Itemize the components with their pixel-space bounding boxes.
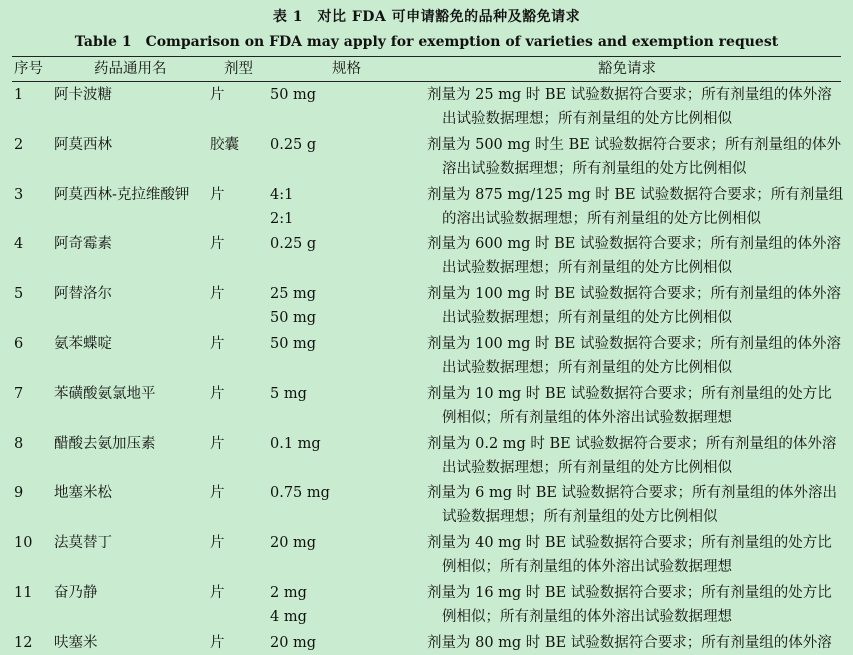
dosage-form: 片	[210, 585, 225, 601]
dosage-form: 片	[210, 87, 225, 103]
header-exemption-request: 豁免请求	[598, 61, 656, 77]
specification	[270, 581, 307, 629]
specification	[270, 531, 316, 555]
exemption-request-line: 剂量为 500 mg 时生 BE 试验数据符合要求；所有剂量组的体外	[427, 136, 841, 153]
exemption-request-line: 出试验数据理想；所有剂量组的处方比例相似	[442, 360, 732, 376]
specification	[270, 481, 330, 505]
dosage-form: 片	[210, 634, 225, 651]
specification-value: 0.75 mg	[270, 485, 330, 502]
row-number: 8	[14, 435, 24, 452]
exemption-request-line: 例相似；所有剂量组的体外溶出试验数据理想	[442, 409, 732, 426]
specification	[270, 432, 321, 456]
specification-value: 50 mg	[270, 310, 317, 327]
specification	[270, 133, 316, 157]
drug-name: 地塞米松	[54, 485, 112, 502]
exemption-request-line: 出试验数据理想；所有剂量组的处方比例相似	[442, 459, 732, 476]
dosage-form: 片	[210, 236, 225, 253]
exemption-request-line: 溶出试验数据理想；所有剂量组的处方比例相似	[442, 160, 747, 177]
specification	[270, 282, 316, 330]
table-header-rule	[12, 81, 841, 82]
specification-value: 2:1	[270, 210, 294, 227]
specification-value: 0.1 mg	[270, 435, 321, 452]
exemption-request-line: 剂量为 40 mg 时 BE 试验数据符合要求；所有剂量组的处方比	[427, 535, 832, 552]
drug-name: 醋酸去氨加压素	[54, 435, 156, 452]
row-number: 9	[14, 485, 24, 502]
dosage-form: 片	[210, 186, 225, 203]
row-number: 3	[14, 186, 24, 203]
exemption-request-line: 的溶出试验数据理想；所有剂量组的处方比例相似	[442, 210, 761, 227]
drug-name: 苯磺酸氨氯地平	[54, 385, 156, 402]
specification	[270, 382, 307, 406]
dosage-form: 片	[210, 435, 225, 452]
exemption-request	[427, 332, 839, 380]
drug-name: 氨苯蝶啶	[54, 336, 112, 352]
exemption-request-line: 试验数据理想；所有剂量组的处方比例相似	[442, 509, 718, 526]
exemption-request	[427, 382, 839, 430]
header-drug-name: 药品通用名	[94, 61, 167, 77]
exemption-request-line: 出试验数据理想；所有剂量组的处方比例相似	[442, 111, 732, 127]
specification-value: 50 mg	[270, 87, 317, 103]
exemption-request	[427, 232, 839, 280]
drug-name: 奋乃静	[54, 585, 98, 601]
exemption-request	[427, 531, 839, 579]
exemption-request	[427, 581, 839, 629]
header-specification: 规格	[332, 61, 361, 77]
exemption-request-line: 剂量为 0.2 mg 时 BE 试验数据符合要求；所有剂量组的体外溶	[427, 435, 837, 452]
specification-value: 20 mg	[270, 634, 317, 651]
exemption-request-line: 剂量为 80 mg 时 BE 试验数据符合要求；所有剂量组的体外溶	[427, 634, 832, 651]
specification	[270, 183, 293, 231]
table-title-chinese: 表 1 对比 FDA 可申请豁免的品种及豁免请求	[272, 9, 581, 25]
drug-name: 阿莫西林	[54, 136, 112, 153]
exemption-request-line: 出试验数据理想；所有剂量组的处方比例相似	[442, 260, 732, 277]
specification-value: 5 mg	[270, 385, 307, 402]
row-number: 10	[14, 535, 33, 552]
exemption-request-line: 剂量为 16 mg 时 BE 试验数据符合要求；所有剂量组的处方比	[427, 585, 832, 601]
row-number: 4	[14, 236, 24, 253]
drug-name: 法莫替丁	[54, 535, 112, 552]
exemption-request	[427, 631, 839, 655]
dosage-form: 胶囊	[210, 136, 239, 153]
dosage-form: 片	[210, 286, 225, 303]
exemption-request-line: 例相似；所有剂量组的体外溶出试验数据理想	[442, 609, 732, 625]
exemption-request-line: 剂量为 25 mg 时 BE 试验数据符合要求；所有剂量组的体外溶	[427, 87, 832, 103]
table-top-rule	[12, 56, 841, 57]
row-number: 1	[14, 87, 24, 103]
specification-value: 4 mg	[270, 609, 307, 625]
drug-name: 阿莫西林-克拉维酸钾	[54, 186, 190, 203]
exemption-request	[427, 83, 839, 131]
exemption-request	[427, 481, 839, 529]
table-title-english: Table 1 Comparison on FDA may apply for exemption of varieties and exemption request	[74, 34, 779, 50]
specification-value: 25 mg	[270, 286, 317, 303]
specification	[270, 83, 316, 107]
specification-value: 0.25 g	[270, 236, 317, 253]
drug-name: 呋塞米	[54, 634, 98, 651]
specification	[270, 631, 316, 655]
exemption-request-line: 剂量为 10 mg 时 BE 试验数据符合要求；所有剂量组的处方比	[427, 385, 832, 402]
row-number: 5	[14, 286, 24, 303]
dosage-form: 片	[210, 385, 225, 402]
exemption-request-line: 出试验数据理想；所有剂量组的处方比例相似	[442, 310, 732, 327]
exemption-request	[427, 432, 839, 480]
dosage-form: 片	[210, 336, 225, 352]
specification-value: 4:1	[270, 186, 294, 203]
row-number: 12	[14, 634, 33, 651]
row-number: 11	[14, 585, 33, 601]
dosage-form: 片	[210, 485, 225, 502]
exemption-request	[427, 133, 839, 181]
specification	[270, 332, 316, 356]
specification	[270, 232, 316, 256]
drug-name: 阿替洛尔	[54, 286, 112, 303]
row-number: 6	[14, 336, 24, 352]
drug-name: 阿奇霉素	[54, 236, 112, 253]
specification-value: 20 mg	[270, 535, 317, 552]
exemption-request-line: 剂量为 100 mg 时 BE 试验数据符合要求；所有剂量组的体外溶	[427, 336, 841, 352]
dosage-form: 片	[210, 535, 225, 552]
exemption-request-line: 剂量为 6 mg 时 BE 试验数据符合要求；所有剂量组的体外溶出	[427, 485, 838, 502]
exemption-request-line: 剂量为 875 mg/125 mg 时 BE 试验数据符合要求；所有剂量组	[427, 186, 844, 203]
specification-value: 2 mg	[270, 585, 307, 601]
exemption-request	[427, 183, 844, 231]
exemption-request-line: 剂量为 600 mg 时 BE 试验数据符合要求；所有剂量组的体外溶	[427, 236, 841, 253]
drug-name: 阿卡波糖	[54, 87, 112, 103]
exemption-request-line: 例相似；所有剂量组的体外溶出试验数据理想	[442, 559, 732, 576]
row-number: 2	[14, 136, 24, 153]
exemption-request-line: 剂量为 100 mg 时 BE 试验数据符合要求；所有剂量组的体外溶	[427, 286, 841, 303]
header-no: 序号	[14, 61, 43, 77]
specification-value: 0.25 g	[270, 136, 317, 153]
header-dosage-form: 剂型	[224, 61, 253, 77]
row-number: 7	[14, 385, 24, 402]
specification-value: 50 mg	[270, 336, 317, 352]
exemption-request	[427, 282, 839, 330]
